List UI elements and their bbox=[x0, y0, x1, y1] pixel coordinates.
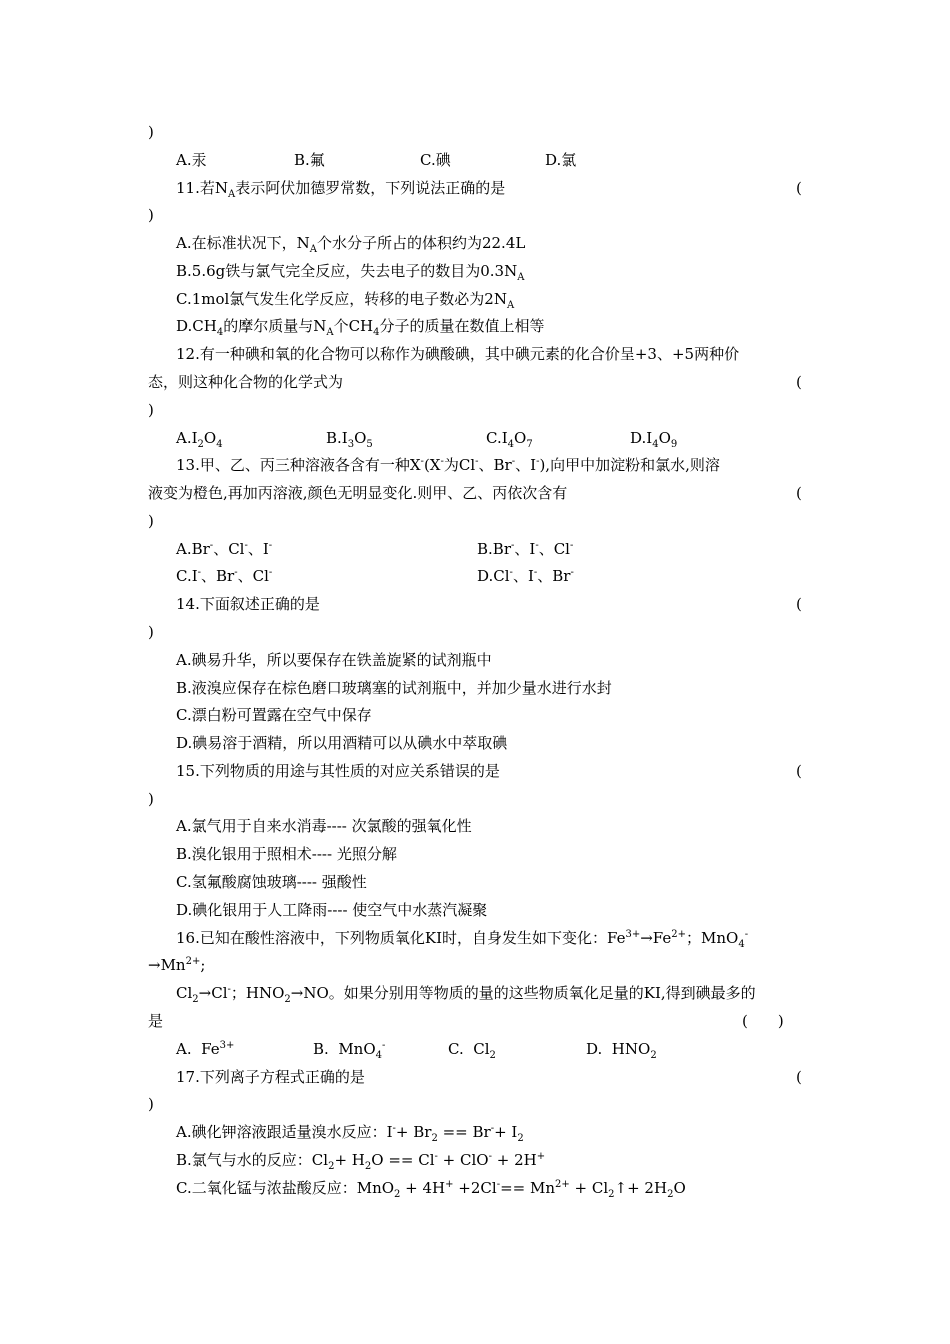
q12-stem-2: 态，则这种化合物的化学式为 bbox=[148, 373, 344, 391]
q15-option-b: B.溴化银用于照相术---- 光照分解 bbox=[176, 845, 397, 863]
q12-option-b: $B.I_3O_5$ bbox=[326, 429, 373, 450]
q15-option-c: C.氢氟酸腐蚀玻璃---- 强酸性 bbox=[176, 873, 367, 891]
q14-option-c: C.漂白粉可置露在空气中保存 bbox=[176, 706, 372, 724]
q17-option-c: C.二氧化锰与浓盐酸反应：$MnO_2 + 4H^+ +2Cl^-== Mn^{2+}$ + $Cl_2↑+ 2H_2O$ bbox=[176, 1179, 686, 1200]
q17-close-paren: ) bbox=[148, 1095, 154, 1113]
q11-close-paren: ) bbox=[148, 206, 154, 224]
q15-open-paren: ( bbox=[796, 762, 802, 780]
q13-option-b: B.Br-、I-、Cl- bbox=[477, 540, 574, 558]
q11-option-b: B.5.6g铁与氯气完全反应，失去电子的数目为$0.3N_A$ bbox=[176, 262, 525, 283]
q13-option-c: C.I-、Br-、Cl- bbox=[176, 567, 273, 585]
q10-option-a: A.汞 bbox=[176, 151, 207, 169]
q17-option-b: B.氯气与水的反应：$Cl_2+ H_2O == Cl^- + ClO^- + 2H^+$ bbox=[176, 1151, 546, 1172]
q14-close-paren: ) bbox=[148, 623, 154, 641]
q11-option-a: A.在标准状况下，$N_A$个水分子所占的体积约为22.4L bbox=[176, 234, 526, 255]
q16-answer-parens: ( ) bbox=[742, 1012, 784, 1030]
q14-option-b: B.液溴应保存在棕色磨口玻璃塞的试剂瓶中，并加少量水进行水封 bbox=[176, 679, 612, 697]
q10-option-d: D.氯 bbox=[545, 151, 577, 169]
q15-close-paren: ) bbox=[148, 790, 154, 808]
q11-open-paren: ( bbox=[796, 179, 802, 197]
q10-option-c: C.碘 bbox=[420, 151, 451, 169]
q13-option-a: A.Br-、Cl-、I- bbox=[176, 540, 273, 558]
q17-open-paren: ( bbox=[796, 1068, 802, 1086]
q13-option-d: D.Cl-、I-、Br- bbox=[477, 567, 574, 585]
q16-stem-1: 16.已知在酸性溶液中，下列物质氧化KI时，自身发生如下变化：$Fe^{3+}\to Fe^{2+}$；MnO$_4$- bbox=[176, 929, 749, 950]
q11-option-d: $D.CH_4$的摩尔质量与$N_A$个$CH_4$分子的质量在数值上相等 bbox=[176, 317, 545, 338]
q16-option-c: C. $Cl_2$ bbox=[448, 1040, 496, 1061]
q11-stem: 11.若$N_A$表示阿伏加德罗常数，下列说法正确的是 bbox=[176, 179, 506, 200]
q13-stem-2: 液变为橙色,再加丙溶液,颜色无明显变化.则甲、乙、丙依次含有 bbox=[148, 484, 568, 502]
q15-option-d: D.碘化银用于人工降雨---- 使空气中水蒸汽凝聚 bbox=[176, 901, 488, 919]
q14-option-a: A.碘易升华，所以要保存在铁盖旋紧的试剂瓶中 bbox=[176, 651, 492, 669]
q12-stem-1: 12.有一种碘和氧的化合物可以称作为碘酸碘，其中碘元素的化合价呈+3、+5两种价 bbox=[176, 345, 740, 363]
q14-open-paren: ( bbox=[796, 595, 802, 613]
q12-option-a: $A.I_2O_4$ bbox=[176, 429, 223, 450]
q17-stem: 17.下列离子方程式正确的是 bbox=[176, 1068, 365, 1086]
q13-stem-1: 13.甲、乙、丙三种溶液各含有一种X-(X-为Cl-、Br-、I-),向甲中加淀粉和氯水,则溶 bbox=[176, 456, 720, 474]
q16-stem-2: $\to Mn^{2+}$; bbox=[148, 956, 206, 974]
q13-open-paren: ( bbox=[796, 484, 802, 502]
q16-stem-4: 是 bbox=[148, 1012, 164, 1030]
q15-stem: 15.下列物质的用途与其性质的对应关系错误的是 bbox=[176, 762, 500, 780]
q16-option-a: A. $Fe^{3+}$ bbox=[176, 1040, 235, 1058]
close-paren-q10: ) bbox=[148, 123, 154, 141]
q12-close-paren: ) bbox=[148, 401, 154, 419]
q12-open-paren: ( bbox=[796, 373, 802, 391]
q12-option-c: $C.I_4O_7$ bbox=[486, 429, 533, 450]
q14-option-d: D.碘易溶于酒精，所以用酒精可以从碘水中萃取碘 bbox=[176, 734, 508, 752]
q11-option-c: C.1mol氯气发生化学反应，转移的电子数必为$2N_A$ bbox=[176, 290, 515, 311]
q13-close-paren: ) bbox=[148, 512, 154, 530]
q12-option-d: $D.I_4O_9$ bbox=[630, 429, 678, 450]
q17-option-a: A.碘化钾溶液跟适量溴水反应：$I^-+ Br_2 == Br^-+ I_2$ bbox=[176, 1123, 524, 1144]
q15-option-a: A.氯气用于自来水消毒---- 次氯酸的强氧化性 bbox=[176, 817, 472, 835]
q16-stem-3: $Cl_2\to Cl^-$；$HNO_2\to NO$。如果分别用等物质的量的这些物质氧化足量的KI,得到碘最多的 bbox=[176, 984, 756, 1005]
q14-stem: 14.下面叙述正确的是 bbox=[176, 595, 320, 613]
q16-option-d: D. $HNO_2$ bbox=[586, 1040, 657, 1061]
q16-option-b: B. MnO$_4$- bbox=[313, 1040, 386, 1061]
q10-option-b: B.氟 bbox=[294, 151, 325, 169]
